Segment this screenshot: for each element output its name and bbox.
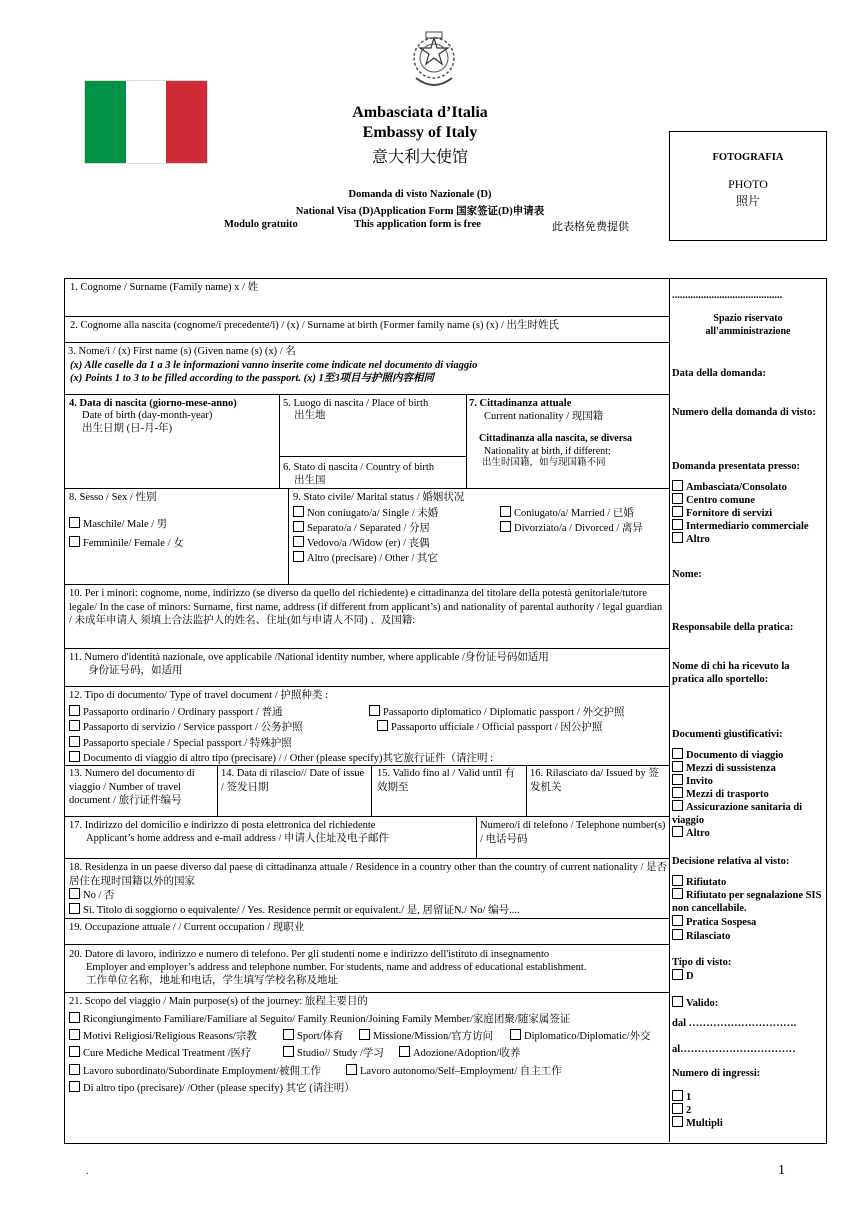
purpose-family[interactable] [69, 1012, 570, 1027]
field-17-phone[interactable]: Numero/i di telefono / Telephone number(s) / 电话号码 [480, 820, 666, 845]
checkbox[interactable] [69, 1046, 80, 1057]
checkbox[interactable] [283, 1029, 294, 1040]
purpose-subordinate[interactable] [69, 1064, 321, 1079]
admin-reserved: Spazio riservato all'amministrazione [705, 313, 791, 337]
admin-v2-label: Rifiutato per segnalazione SIS non cancellabile. [672, 890, 822, 914]
doc-official-label: Passaporto ufficiale / Official passport / 因公护照 [391, 722, 603, 733]
checkbox[interactable] [672, 915, 683, 926]
doc-special-label: Passaporto speciale / Special passport / 特殊护照 [83, 738, 292, 749]
field-4-label-zh: 出生日期 (日-月-年) [82, 423, 173, 434]
admin-d1-label: Documento di viaggio [686, 750, 784, 761]
admin-v3-label: Pratica Sospesa [686, 917, 757, 928]
admin-al[interactable]: al…………………………… [672, 1044, 796, 1055]
field-5-title[interactable]: 5. Luogo di nascita / Place of birth [283, 398, 429, 409]
field-3-first-name[interactable]: 3. Nome/i / (x) First name (s) (Given name (s) (x) / 名 [68, 346, 296, 357]
marital-separated[interactable] [293, 521, 430, 536]
purpose-diplomatic-label: Diplomatico/Diplomatic/外交 [524, 1031, 651, 1042]
field-21-title: 21. Scopo del viaggio / Main purpose(s) of the journey: 旅程主要目的 [69, 996, 368, 1007]
free-zh: 此表格免费提供 [552, 221, 629, 233]
divider [64, 342, 669, 343]
field-11-national-id[interactable]: 11. Numero d'identità nazionale, ove applicabile /National identity number, where applicable /身份证号码如适用 [69, 652, 549, 663]
admin-i1[interactable] [672, 1090, 824, 1104]
field-1-surname[interactable]: 1. Cognome / Surname (Family name) x / 姓 [70, 282, 259, 293]
sex-female-label: Femminile/ Female / 女 [83, 538, 184, 549]
checkbox[interactable] [69, 1012, 80, 1023]
checkbox[interactable] [293, 536, 304, 547]
admin-v1-label: Rifiutato [686, 877, 727, 888]
admin-p4[interactable] [672, 519, 824, 533]
purpose-self-employment-label: Lavoro autonomo/Self–Employment/ 自主工作 [360, 1066, 562, 1077]
admin-resp: Responsabile della pratica: [672, 622, 794, 633]
admin-i2-label: 2 [686, 1105, 692, 1116]
divider [64, 584, 669, 585]
checkbox[interactable] [293, 551, 304, 562]
field-2-surname-at-birth[interactable]: 2. Cognome alla nascita (cognome/i precedente/i) / (x) / Surname at birth (Former family name (s) (x) / 出生时姓氏 [70, 320, 559, 331]
doc-other[interactable] [69, 751, 493, 766]
field-20-label-en: Employer and employer’s address and telephone number. For students, name and address of educational establishment. [86, 962, 587, 973]
field-13-doc-number[interactable]: 13. Numero del documento di viaggio / Number of travel document / 旅行证件编号 [69, 768, 195, 806]
marital-divorced[interactable] [500, 521, 643, 536]
residence-no[interactable] [69, 888, 115, 903]
admin-d6-label: Altro [686, 828, 710, 839]
purpose-diplomatic[interactable] [510, 1029, 668, 1044]
doc-service-label: Passaporto di servizio / Service passport / 公务护照 [83, 722, 303, 733]
checkbox[interactable] [283, 1046, 294, 1057]
admin-i1-label: 1 [686, 1092, 692, 1103]
field-7-birth-title[interactable]: Cittadinanza alla nascita, se diversa [479, 433, 633, 444]
checkbox[interactable] [672, 929, 683, 940]
marital-separated-label: Separato/a / Separated / 分居 [307, 523, 431, 534]
admin-nome: Nome: [672, 569, 702, 580]
admin-valido-label: Valido: [686, 998, 719, 1009]
sex-male-option[interactable] [69, 517, 167, 532]
checkbox[interactable] [672, 480, 683, 491]
divider [64, 648, 669, 649]
purpose-sport-label: Sport/体育 [297, 1031, 344, 1042]
checkbox[interactable] [672, 774, 683, 785]
footer-dot: . [86, 1166, 89, 1177]
residence-no-label: No / 否 [83, 890, 115, 901]
divider [64, 918, 669, 919]
checkbox[interactable] [672, 1116, 683, 1127]
free-en: This application form is free [354, 219, 481, 230]
admin-d2[interactable] [672, 761, 824, 775]
divider [64, 488, 669, 489]
field-7-label-en: Current nationality / 现国籍 [484, 411, 604, 422]
purpose-self-employment[interactable] [346, 1064, 562, 1079]
checkbox[interactable] [672, 1103, 683, 1114]
marital-married-label: Coniugato/a/ Married / 已婚 [514, 508, 634, 519]
residence-yes[interactable] [69, 903, 520, 918]
field-15-valid-until[interactable]: 15. Valido fino al / Valid until 有效期至 [377, 768, 515, 793]
admin-d5-label: Assicurazione sanitaria di viaggio [672, 802, 803, 826]
field-17-address[interactable]: 17. Indirizzo del domicilio e indirizzo di posta elettronica del richiedente [69, 820, 376, 831]
field-5-label-zh: 出生地 [294, 410, 326, 421]
divider [64, 992, 669, 993]
checkbox[interactable] [672, 826, 683, 837]
marital-single[interactable] [293, 506, 438, 521]
admin-tipo-d-label: D [686, 971, 694, 982]
photo-box [669, 131, 827, 241]
checkbox[interactable] [377, 720, 388, 731]
divider [288, 488, 289, 584]
checkbox[interactable] [69, 705, 80, 716]
admin-tipo-d[interactable] [672, 969, 824, 983]
checkbox[interactable] [500, 506, 511, 517]
checkbox[interactable] [672, 800, 683, 811]
marital-married[interactable] [500, 506, 634, 521]
checkbox[interactable] [369, 705, 380, 716]
admin-v1[interactable] [672, 875, 824, 889]
doc-diplomatic-label: Passaporto diplomatico / Diplomatic passport / 外交护照 [383, 707, 625, 718]
admin-divider [669, 278, 670, 1142]
purpose-medical-label: Cure Mediche Medical Treatment /医疗 [83, 1048, 252, 1059]
purpose-mission[interactable] [359, 1029, 493, 1044]
admin-d4-label: Mezzi di trasporto [686, 789, 769, 800]
marital-single-label: Non coniugato/a/ Single / 未婚 [307, 508, 439, 519]
admin-docs: Documenti giustificativi: [672, 729, 783, 740]
checkbox[interactable] [510, 1029, 521, 1040]
checkbox[interactable] [672, 888, 683, 899]
purpose-subordinate-label: Lavoro subordinato/Subordinate Employment/被佣工作 [83, 1066, 321, 1077]
doc-diplomatic[interactable] [369, 705, 624, 720]
admin-p2[interactable] [672, 493, 824, 507]
checkbox[interactable] [69, 1064, 80, 1075]
photo-label-en: PHOTO [728, 177, 768, 191]
field-16-issued-by[interactable]: 16. Rilasciato da/ Issued by 签发机关 [530, 768, 659, 793]
purpose-study[interactable] [283, 1046, 384, 1061]
divider [64, 816, 669, 817]
admin-v3[interactable] [672, 915, 824, 929]
sex-female-option[interactable] [69, 536, 184, 551]
checkbox[interactable] [346, 1064, 357, 1075]
checkbox[interactable] [69, 536, 80, 547]
embassy-name-it: Ambasciata d’Italia [352, 104, 488, 121]
divider [279, 456, 466, 457]
field-8-title: 8. Sesso / Sex / 性别 [69, 492, 157, 503]
checkbox[interactable] [359, 1029, 370, 1040]
field-14-issue-date[interactable]: 14. Data di rilascio// Date of issue / 签发日期 [221, 768, 365, 793]
admin-d1[interactable] [672, 748, 824, 762]
checkbox[interactable] [672, 519, 683, 530]
embassy-name-en: Embassy of Italy [362, 124, 478, 141]
checkbox[interactable] [672, 875, 683, 886]
checkbox[interactable] [672, 761, 683, 772]
field-3-note-it: (x) Alle caselle da 1 a 3 le informazioni vanno inserite come indicate nel documento di viaggio [70, 360, 478, 371]
form-title-it: Domanda di visto Nazionale (D) [348, 189, 492, 200]
admin-dal[interactable]: dal …………………………. [672, 1018, 797, 1029]
checkbox[interactable] [69, 888, 80, 899]
checkbox[interactable] [500, 521, 511, 532]
admin-d6[interactable] [672, 826, 824, 840]
admin-ingressi: Numero di ingressi: [672, 1068, 761, 1079]
admin-v4-label: Rilasciato [686, 931, 731, 942]
checkbox[interactable] [293, 506, 304, 517]
doc-special[interactable] [69, 736, 292, 751]
purpose-study-label: Studio// Study /学习 [297, 1048, 384, 1059]
admin-presented: Domanda presentata presso: [672, 461, 800, 472]
admin-i2[interactable] [672, 1103, 824, 1117]
divider [371, 765, 372, 816]
checkbox[interactable] [69, 720, 80, 731]
admin-number: Numero della domanda di visto: [672, 407, 816, 418]
residence-yes-label: Sì. Titolo di soggiorno o equivalente/ / Yes. Residence permit or equivalent./ 是, 居留证N./ No/ 编号.... [83, 905, 520, 916]
marital-widow[interactable] [293, 536, 430, 551]
divider [64, 858, 669, 859]
divider [64, 394, 669, 395]
doc-ordinary-label: Passaporto ordinario / Ordinary passport / 普通 [83, 707, 283, 718]
form-title-en: National Visa (D)Application Form 国家签证(D)申请表 [295, 206, 545, 217]
checkbox[interactable] [399, 1046, 410, 1057]
admin-valido[interactable] [672, 996, 824, 1010]
admin-p4-label: Intermediario commerciale [686, 521, 809, 532]
divider [476, 816, 477, 858]
admin-p2-label: Centro comune [686, 495, 755, 506]
doc-other-label: Documento di viaggio di altro tipo (precisare) / / Other (please specify)其它旅行证件（请注明 : [83, 753, 493, 764]
divider [64, 316, 669, 317]
marital-divorced-label: Divorziato/a / Divorced / 离异 [514, 523, 643, 534]
admin-decision: Decisione relativa al visto: [672, 856, 790, 867]
purpose-medical[interactable] [69, 1046, 252, 1061]
divider [64, 944, 669, 945]
checkbox[interactable] [69, 1029, 80, 1040]
checkbox[interactable] [69, 736, 80, 747]
field-7-birth-zh: 出生时国籍，如与现国籍不同 [482, 458, 606, 468]
purpose-religious-label: Motivi Religiosi/Religious Reasons/宗教 [83, 1031, 257, 1042]
checkbox[interactable] [672, 532, 683, 543]
admin-v2[interactable] [672, 888, 824, 915]
admin-i3[interactable] [672, 1116, 824, 1130]
field-7-birth-en: Nationality at birth, if different: [484, 446, 611, 457]
marital-other-label: Altro (precisare) / Other / 其它 [307, 553, 438, 564]
marital-widow-label: Vedovo/a /Widow (er) / 丧偶 [307, 538, 430, 549]
field-9-title: 9. Stato civile/ Marital status / 婚姻状况 [293, 492, 465, 503]
checkbox[interactable] [69, 903, 80, 914]
checkbox[interactable] [672, 787, 683, 798]
purpose-religious[interactable] [69, 1029, 257, 1044]
admin-d4[interactable] [672, 787, 824, 801]
doc-service[interactable] [69, 720, 303, 735]
purpose-adoption[interactable] [399, 1046, 520, 1061]
admin-v4[interactable] [672, 929, 824, 943]
sex-male-label: Maschile/ Male / 男 [83, 519, 168, 530]
divider [217, 765, 218, 816]
doc-ordinary[interactable] [69, 705, 282, 720]
checkbox[interactable] [672, 493, 683, 504]
purpose-other[interactable] [69, 1081, 355, 1096]
field-20-label-zh: 工作单位名称，地址和电话，学生填写学校名称及地址 [86, 975, 338, 986]
checkbox[interactable] [672, 748, 683, 759]
checkbox[interactable] [69, 517, 80, 528]
embassy-name-zh: 意大利大使馆 [371, 149, 468, 166]
admin-d3-label: Invito [686, 776, 713, 787]
field-17-label-en: Applicant’s home address and e-mail address / 申请人住址及电子邮件 [86, 833, 389, 844]
checkbox[interactable] [69, 751, 80, 762]
admin-tipo: Tipo di visto: [672, 957, 732, 968]
field-4-title[interactable]: 4. Data di nascita (giorno-mese-anno) [69, 398, 237, 409]
photo-label-it: FOTOGRAFIA [712, 152, 784, 163]
field-3-note-en: (x) Points 1 to 3 to be filled according to the passport. (x) 1至3项目与护照内容相同 [70, 373, 434, 384]
checkbox[interactable] [293, 521, 304, 532]
purpose-family-label: Ricongiungimento Familiare/Familiare al Seguito/ Family Reunion/Joining Family Member/家庭团聚/随家属签证 [83, 1014, 571, 1025]
admin-p3-label: Fornitore di servizi [686, 508, 773, 519]
field-7-title[interactable]: 7. Cittadinanza attuale [469, 398, 572, 409]
field-11-label-zh: 身份证号码，如适用 [88, 665, 183, 676]
checkbox[interactable] [672, 506, 683, 517]
admin-d5[interactable] [672, 800, 824, 827]
checkbox[interactable] [672, 996, 683, 1007]
purpose-sport[interactable] [283, 1029, 344, 1044]
admin-p3[interactable] [672, 506, 824, 520]
field-6-label-zh: 出生国 [294, 475, 326, 486]
admin-d3[interactable] [672, 774, 824, 788]
italian-flag [84, 80, 208, 164]
admin-p1-label: Ambasciata/Consolato [686, 482, 787, 493]
divider [279, 394, 280, 488]
page-number: 1 [778, 1163, 785, 1178]
checkbox[interactable] [672, 969, 683, 980]
admin-dots: .......................................... [672, 290, 783, 301]
field-6-title[interactable]: 6. Stato di nascita / Country of birth [283, 462, 435, 473]
purpose-mission-label: Missione/Mission/官方访问 [373, 1031, 494, 1042]
field-19-occupation[interactable]: 19. Occupazione attuale / / Current occupation / 现职业 [69, 922, 305, 933]
field-10-minors[interactable]: 10. Per i minori: cognome, nome, indirizzo (se diverso da quello del richiedente) e cittadinanza del titolare della potestà genitoriale/tutore legale/ In the case of minors: Surname, first name, address (if different from applicant’s) and nationality of parental authority / legal guardian / 未成年申请人 须填上合法监护人的姓名、住址(如与申请人不同) 、及国籍: [69, 588, 663, 626]
field-12-title: 12. Tipo di documento/ Type of travel document / 护照种类 : [69, 690, 328, 701]
photo-label-zh: 照片 [735, 194, 760, 208]
divider [526, 765, 527, 816]
marital-other[interactable] [293, 551, 438, 566]
purpose-adoption-label: Adozione/Adoption/收养 [413, 1048, 521, 1059]
admin-date: Data della domanda: [672, 368, 766, 379]
field-4-label-en: Date of birth (day-month-year) [82, 410, 213, 421]
free-it: Modulo gratuito [224, 219, 298, 230]
divider [466, 394, 467, 488]
field-20-employer[interactable]: 20. Datore di lavoro, indirizzo e numero di telefono. Per gli studenti nome e indirizzo dell'istituto di insegnamento [69, 949, 550, 960]
admin-i3-label: Multipli [686, 1118, 723, 1129]
checkbox[interactable] [672, 1090, 683, 1101]
admin-p5[interactable] [672, 532, 824, 546]
field-18-residence: 18. Residenza in un paese diverso dal paese di cittadinanza attuale / Residence in a country other than the country of current nationality / 是否居住在现时国籍以外的国家 [69, 862, 668, 887]
admin-p1[interactable] [672, 480, 824, 494]
admin-received: Nome di chi ha ricevuto la pratica allo sportello: [672, 661, 790, 685]
purpose-other-label: Di altro tipo (precisare)/ /Other (please specify) 其它 (请注明） [83, 1083, 355, 1094]
emblem-icon [404, 30, 464, 98]
divider [64, 686, 669, 687]
admin-p5-label: Altro [686, 534, 710, 545]
checkbox[interactable] [69, 1081, 80, 1092]
admin-d2-label: Mezzi di sussistenza [686, 763, 776, 774]
doc-official[interactable] [377, 720, 602, 735]
